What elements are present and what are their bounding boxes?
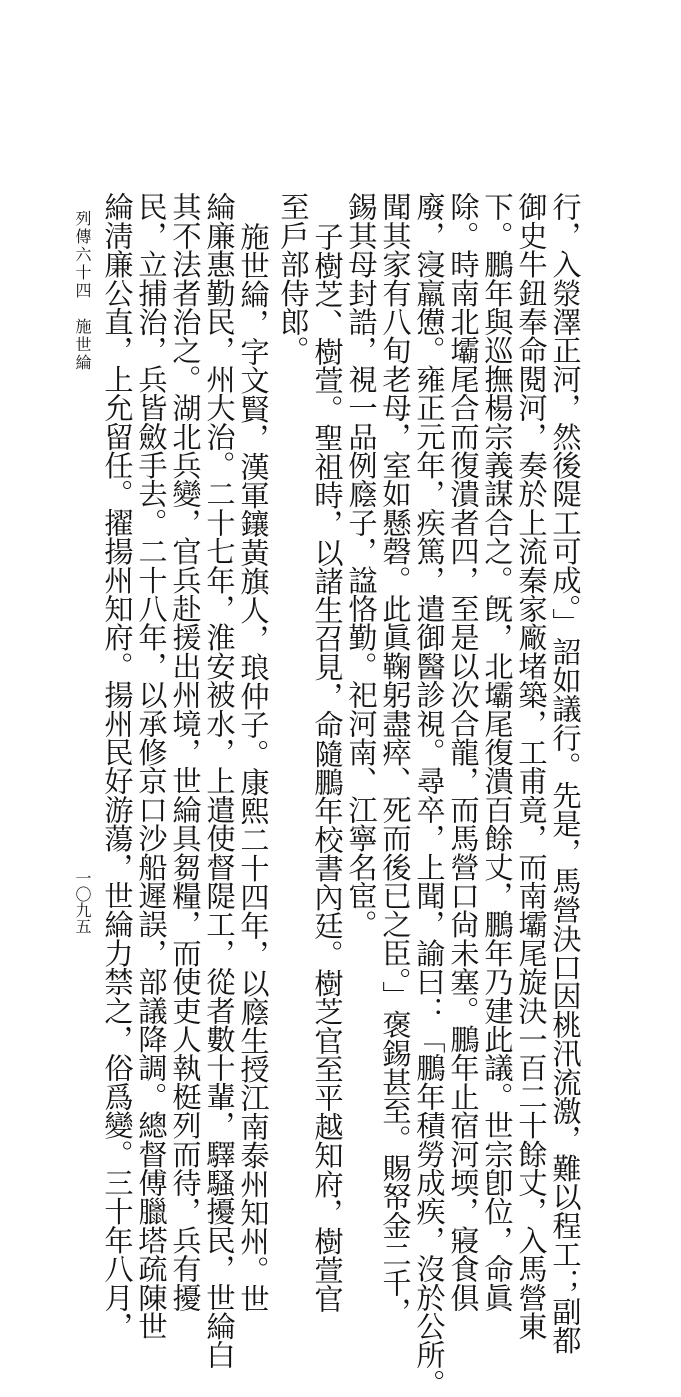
- text-column: 御史牛鈕奉命閱河，奏於上流秦家廠堵築，工甫竟，而南壩尾旋決一百二十餘丈，入馬營東: [514, 192, 548, 1340]
- text-column: 下。鵬年與巡撫楊宗義謀合之。旣，北壩尾復潰百餘丈，鵬年乃建此議。世宗卽位，命眞: [480, 192, 514, 1312]
- text-column: 子樹芝、樹萱。聖祖時，以諸生召見，命隨鵬年校書內廷。樹芝官至平越知府，樹萱官: [310, 222, 344, 1313]
- text-column: 民，立捕治，兵皆斂手去。二十八年，以承修京口沙船遲誤，部議降調。總督傅臘塔疏陳世: [134, 192, 168, 1340]
- text-column: 至戶部侍郎。: [276, 192, 310, 365]
- text-column: 行，入滎澤正河，然後隄工可成。」詔如議行。先是，馬營決口因桃汛流激，難以程工；副都: [548, 192, 582, 1355]
- text-column: 綸淸廉公直，上允留任。擢揚州知府。揚州民好游蕩，世綸力禁之，俗爲變。三十年八月，: [100, 192, 134, 1340]
- page-number: 一〇九五: [73, 870, 92, 934]
- text-column: 錫其母封誥，視一品例廕子，諡恪勤。祀河南、江寧名宦。: [344, 192, 378, 939]
- text-column: 施世綸，字文賢，漢軍鑲黃旗人，琅仲子。康熙二十四年，以廕生授江南泰州知州。世: [236, 222, 270, 1313]
- text-column: 其不法者治之。湖北兵變，官兵赴援出州境，世綸具芻糧，而使吏人執梃列而待，兵有擾: [168, 192, 202, 1312]
- text-column: 廢，寖羸憊。雍正元年，疾篤，遣御醫診視。尋卒，上聞，諭曰：「鵬年積勞成疾，沒於公所。: [412, 192, 446, 1397]
- text-column: 聞其家有八旬老母，室如懸磬。此眞鞠躬盡瘁、死而後已之臣。」褒錫甚至。賜帑金二千，: [378, 192, 412, 1326]
- text-column: 除。時南北壩尾合而復潰者四，至是以次合龍，而馬營口尙未塞。鵬年止宿河堧，寢食俱: [446, 192, 480, 1312]
- text-column: 綸廉惠勤民，州大治。二十七年，淮安被水，上遣使督隄工，從者數十輩，驛騷擾民，世綸白: [202, 192, 236, 1369]
- running-header: 列傳六十四 施世綸: [73, 210, 92, 372]
